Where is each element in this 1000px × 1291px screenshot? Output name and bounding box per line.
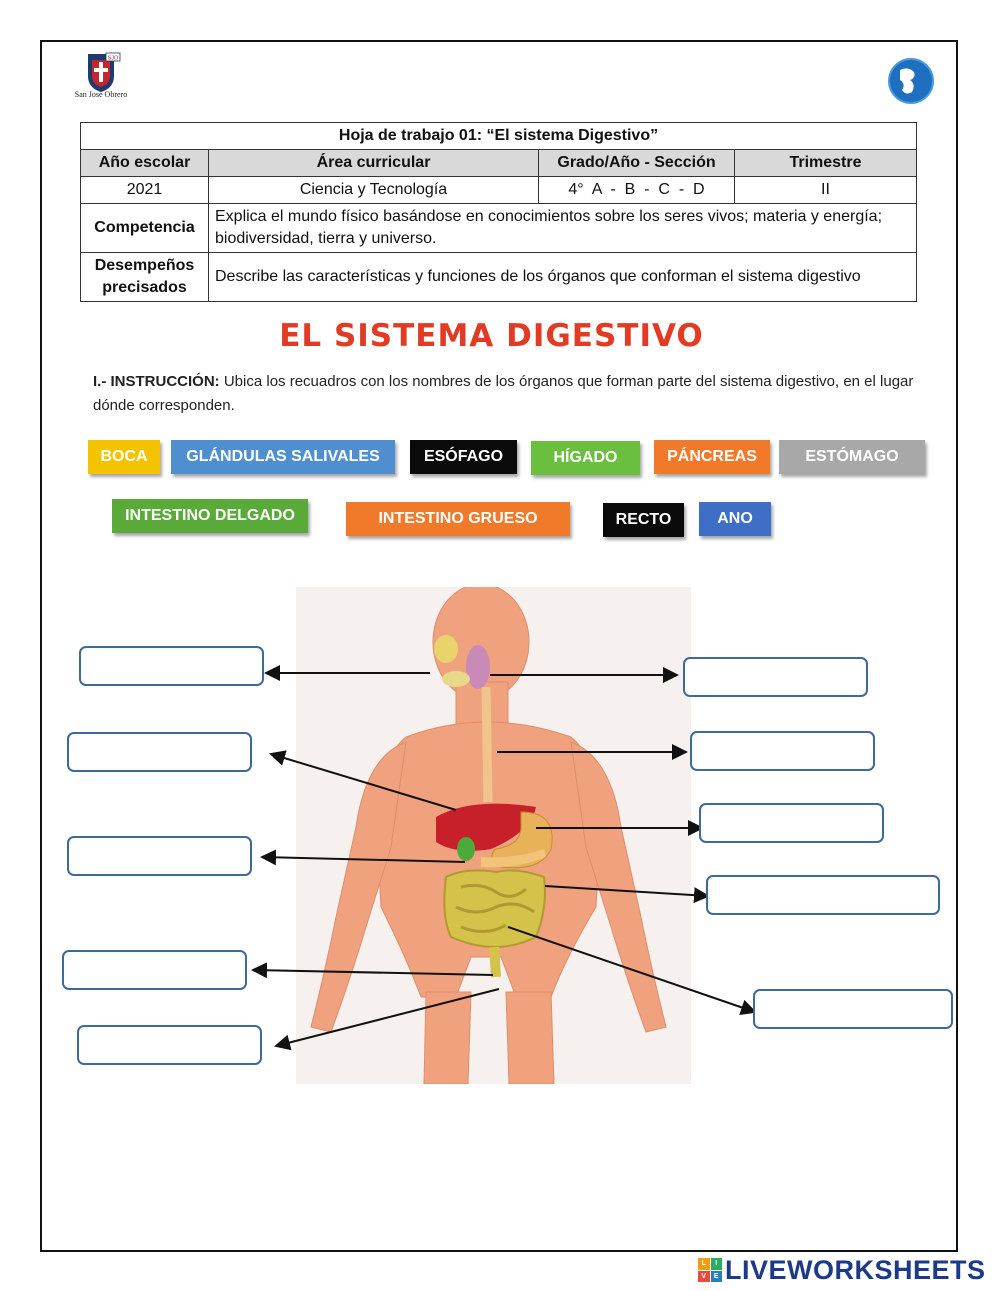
chip-estomago[interactable]: ESTÓMAGO	[779, 440, 925, 474]
header-trimestre: Trimestre	[735, 150, 917, 177]
brand-name: LIVEWORKSHEETS	[725, 1254, 986, 1285]
chip-glandulas-salivales[interactable]: GLÁNDULAS SALIVALES	[171, 440, 395, 474]
brand-mark-i: I	[711, 1258, 723, 1270]
instruction-text: Ubica los recuadros con los nombres de los órganos que forman parte del sistema digestivo, en el lugar dónde corresponden.	[93, 373, 914, 414]
value-trimestre: II	[735, 177, 917, 204]
drop-zone-left-1[interactable]	[79, 646, 264, 686]
chip-boca[interactable]: BOCA	[88, 440, 160, 474]
brand-mark-v: V	[698, 1271, 710, 1283]
liveworksheets-logo-icon	[698, 1258, 722, 1282]
header-grado-seccion: Grado/Año - Sección	[539, 150, 735, 177]
desempenos-text: Describe las características y funciones de los órganos que conforman el sistema digestivo	[209, 253, 917, 302]
drop-zone-right-5[interactable]	[753, 989, 953, 1029]
chip-ano[interactable]: ANO	[699, 502, 771, 536]
desempenos-label: Desempeños precisados	[81, 253, 209, 302]
drop-zone-left-2[interactable]	[67, 732, 252, 772]
drop-zone-right-3[interactable]	[699, 803, 884, 843]
drop-zone-right-4[interactable]	[706, 875, 940, 915]
school-name-caption: San José Obrero	[74, 90, 128, 99]
chip-pancreas[interactable]: PÁNCREAS	[654, 440, 770, 474]
value-grado-seccion: 4° A - B - C - D	[539, 177, 735, 204]
drop-zone-right-1[interactable]	[683, 657, 868, 697]
header-area-curricular: Área curricular	[209, 150, 539, 177]
instruction-label: I.- INSTRUCCIÓN:	[93, 373, 220, 390]
drop-zone-left-4[interactable]	[62, 950, 247, 990]
chip-intestino-delgado[interactable]: INTESTINO DELGADO	[112, 499, 308, 533]
drop-zone-left-5[interactable]	[77, 1025, 262, 1065]
competencia-text: Explica el mundo físico basándose en conocimientos sobre los seres vivos; materia y energía; biodiversidad, tierra y universo.	[209, 204, 917, 253]
drop-zone-left-3[interactable]	[67, 836, 252, 876]
competencia-label: Competencia	[81, 204, 209, 253]
liveworksheets-brand	[698, 1255, 986, 1285]
main-title: EL SISTEMA DIGESTIVO	[279, 318, 704, 354]
chip-intestino-grueso[interactable]: INTESTINO GRUESO	[346, 502, 570, 536]
worksheet-info-table	[80, 122, 917, 302]
svg-text:SJO: SJO	[107, 55, 119, 62]
chip-esofago[interactable]: ESÓFAGO	[410, 440, 517, 474]
brand-mark-l: L	[698, 1258, 710, 1270]
value-area-curricular: Ciencia y Tecnología	[209, 177, 539, 204]
chip-higado[interactable]: HÍGADO	[531, 441, 640, 475]
header-ano-escolar: Año escolar	[81, 150, 209, 177]
value-ano-escolar: 2021	[81, 177, 209, 204]
digestive-system-illustration	[296, 587, 691, 1084]
drop-zone-right-2[interactable]	[690, 731, 875, 771]
instruction-paragraph	[93, 370, 923, 418]
brand-mark-e: E	[711, 1271, 723, 1283]
worksheet-title: Hoja de trabajo 01: “El sistema Digestivo”	[81, 123, 917, 150]
globe-emblem-logo	[886, 56, 936, 106]
chip-recto[interactable]: RECTO	[603, 503, 684, 537]
